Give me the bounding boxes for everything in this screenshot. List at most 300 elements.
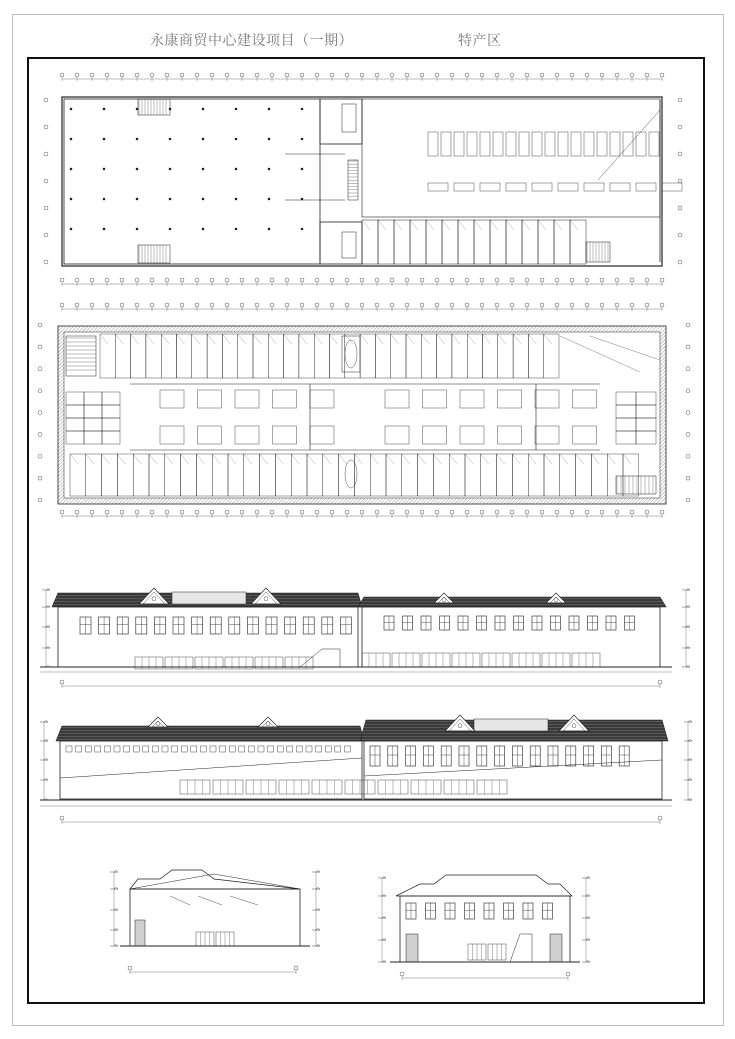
grid-bubble bbox=[585, 278, 589, 282]
clerestory-window bbox=[76, 746, 82, 752]
line bbox=[230, 896, 258, 905]
grid-bubble bbox=[510, 278, 514, 282]
grid-bubble bbox=[686, 323, 690, 327]
clerestory-window bbox=[66, 746, 72, 752]
shop-unit bbox=[410, 220, 426, 264]
grid-bubble bbox=[658, 680, 662, 684]
grid-bubble bbox=[345, 303, 349, 307]
grid-bubble bbox=[400, 972, 404, 976]
rear-elevation bbox=[40, 715, 692, 824]
level-mark bbox=[316, 928, 320, 930]
grid-bubble bbox=[90, 73, 94, 77]
grid-bubble bbox=[678, 260, 682, 264]
roof-ornament bbox=[172, 592, 246, 604]
level-mark bbox=[586, 916, 590, 918]
grid-bubble bbox=[525, 303, 529, 307]
grid-bubble bbox=[180, 303, 184, 307]
grid-bubble bbox=[450, 278, 454, 282]
grid-bubble bbox=[270, 303, 274, 307]
grid-bubble bbox=[495, 73, 499, 77]
car bbox=[428, 183, 448, 191]
grid-bubble bbox=[315, 73, 319, 77]
grid-bubble bbox=[540, 510, 544, 514]
grid-bubble bbox=[135, 510, 139, 514]
line bbox=[394, 220, 402, 230]
level-mark bbox=[114, 928, 118, 930]
clerestory-window bbox=[239, 746, 245, 752]
grid-bubble bbox=[555, 510, 559, 514]
grid-bubble bbox=[165, 278, 169, 282]
column bbox=[103, 168, 105, 170]
facade-right bbox=[364, 741, 662, 799]
grid-bubble bbox=[38, 476, 42, 480]
clerestory-window bbox=[229, 746, 235, 752]
clerestory-window bbox=[325, 746, 331, 752]
grid-bubble bbox=[525, 278, 529, 282]
zone-label: 特产区 bbox=[457, 33, 502, 49]
parking-bay bbox=[610, 132, 620, 156]
level-mark bbox=[688, 758, 692, 760]
level-mark bbox=[114, 887, 118, 889]
grid-bubble bbox=[600, 278, 604, 282]
front-elevation bbox=[40, 588, 690, 688]
shop-unit bbox=[490, 220, 506, 264]
grid-bubble bbox=[105, 303, 109, 307]
column bbox=[136, 198, 138, 200]
grid-bubble bbox=[480, 278, 484, 282]
parking-bay bbox=[480, 132, 490, 156]
grid-bubble bbox=[525, 73, 529, 77]
parking-bay bbox=[493, 132, 503, 156]
grid-bubble bbox=[420, 278, 424, 282]
grid-bubble bbox=[360, 73, 364, 77]
grid-bubble bbox=[60, 510, 64, 514]
column bbox=[202, 138, 204, 140]
floor-area bbox=[64, 332, 660, 498]
column bbox=[202, 108, 204, 110]
grid-bubble bbox=[44, 179, 48, 183]
grid-bubble bbox=[44, 206, 48, 210]
grid-bubble bbox=[165, 303, 169, 307]
grid-bubble bbox=[570, 303, 574, 307]
grid-bubble bbox=[195, 73, 199, 77]
column bbox=[70, 138, 72, 140]
column bbox=[136, 108, 138, 110]
grid-bubble bbox=[225, 73, 229, 77]
grid-bubble bbox=[450, 73, 454, 77]
grid-bubble bbox=[375, 73, 379, 77]
grid-bubble bbox=[360, 303, 364, 307]
grid-bubble bbox=[465, 510, 469, 514]
line bbox=[554, 220, 562, 230]
grid-bubble bbox=[510, 303, 514, 307]
line bbox=[522, 220, 530, 230]
column bbox=[70, 168, 72, 170]
grid-bubble bbox=[38, 389, 42, 393]
line bbox=[506, 220, 514, 230]
grid-bubble bbox=[180, 278, 184, 282]
column bbox=[268, 108, 270, 110]
shop-unit bbox=[426, 220, 442, 264]
parking-bay bbox=[571, 132, 581, 156]
entrance-ramp bbox=[510, 934, 532, 962]
shop-unit bbox=[474, 220, 490, 264]
parking-bay bbox=[649, 132, 659, 156]
car bbox=[662, 183, 682, 191]
grid-bubble bbox=[555, 73, 559, 77]
column bbox=[70, 198, 72, 200]
grid-bubble bbox=[180, 510, 184, 514]
parking-bay bbox=[506, 132, 516, 156]
level-mark bbox=[44, 758, 48, 760]
car bbox=[558, 183, 578, 191]
shop-unit bbox=[506, 220, 522, 264]
grid-bubble bbox=[495, 510, 499, 514]
grid-bubble bbox=[390, 303, 394, 307]
grid-bubble bbox=[390, 278, 394, 282]
column bbox=[301, 168, 303, 170]
grid-bubble bbox=[645, 278, 649, 282]
column bbox=[169, 198, 171, 200]
level-mark bbox=[586, 938, 590, 940]
escalator bbox=[348, 160, 358, 200]
grid-bubble bbox=[645, 303, 649, 307]
car bbox=[584, 183, 604, 191]
grid-bubble bbox=[150, 73, 154, 77]
grid-bubble bbox=[495, 278, 499, 282]
grid-bubble bbox=[105, 278, 109, 282]
grid-bubble bbox=[510, 510, 514, 514]
shop-unit bbox=[394, 220, 410, 264]
clerestory-window bbox=[191, 746, 197, 752]
grid-bubble bbox=[60, 680, 64, 684]
clerestory-window bbox=[133, 746, 139, 752]
grid-bubble bbox=[44, 98, 48, 102]
grid-bubble bbox=[44, 233, 48, 237]
grid-bubble bbox=[120, 73, 124, 77]
left-side-elevation bbox=[110, 870, 320, 974]
grid-bubble bbox=[405, 278, 409, 282]
grid-bubble bbox=[375, 510, 379, 514]
line bbox=[598, 110, 660, 180]
column bbox=[235, 138, 237, 140]
clerestory-window bbox=[181, 746, 187, 752]
project-title: 永康商贸中心建设项目（一期） bbox=[150, 33, 353, 49]
grid-bubble bbox=[658, 816, 662, 820]
grid-bubble bbox=[678, 179, 682, 183]
grid-bubble bbox=[255, 510, 259, 514]
column bbox=[301, 228, 303, 230]
grid-bubble bbox=[615, 510, 619, 514]
level-mark bbox=[46, 646, 50, 648]
level-mark bbox=[586, 894, 590, 896]
grid-bubble bbox=[525, 510, 529, 514]
grid-bubble bbox=[686, 367, 690, 371]
grid-bubble bbox=[686, 389, 690, 393]
side-facade bbox=[130, 889, 300, 946]
stair bbox=[586, 242, 610, 262]
level-mark bbox=[686, 588, 690, 590]
column bbox=[301, 138, 303, 140]
clerestory-window bbox=[316, 746, 322, 752]
grid-bubble bbox=[44, 125, 48, 129]
level-mark bbox=[46, 588, 50, 590]
clerestory-window bbox=[162, 746, 168, 752]
line bbox=[364, 760, 662, 776]
grid-bubble bbox=[435, 303, 439, 307]
grid-bubble bbox=[90, 303, 94, 307]
column bbox=[268, 228, 270, 230]
grid-bubble bbox=[615, 73, 619, 77]
grid-bubble bbox=[555, 278, 559, 282]
shop-unit bbox=[378, 220, 394, 264]
level-mark bbox=[44, 720, 48, 722]
grid-bubble bbox=[660, 303, 664, 307]
grid-bubble bbox=[510, 73, 514, 77]
grid-bubble bbox=[210, 278, 214, 282]
column bbox=[202, 228, 204, 230]
grid-bubble bbox=[345, 73, 349, 77]
grid-bubble bbox=[390, 510, 394, 514]
clerestory-window bbox=[220, 746, 226, 752]
parking-bay bbox=[584, 132, 594, 156]
second-floor-plan bbox=[38, 303, 690, 518]
level-mark bbox=[46, 605, 50, 607]
column bbox=[136, 168, 138, 170]
grid-bubble bbox=[240, 278, 244, 282]
line bbox=[426, 220, 434, 230]
column bbox=[268, 138, 270, 140]
grid-bubble bbox=[630, 510, 634, 514]
grid-bubble bbox=[315, 510, 319, 514]
grid-bubble bbox=[195, 510, 199, 514]
level-mark bbox=[46, 625, 50, 627]
parking-area bbox=[362, 99, 660, 217]
grid-bubble bbox=[38, 345, 42, 349]
column bbox=[136, 138, 138, 140]
grid-bubble bbox=[44, 152, 48, 156]
column bbox=[70, 108, 72, 110]
parking-bay bbox=[467, 132, 477, 156]
grid-bubble bbox=[285, 510, 289, 514]
grid-bubble bbox=[255, 73, 259, 77]
stair-well bbox=[342, 232, 356, 258]
car bbox=[454, 183, 474, 191]
level-mark bbox=[586, 876, 590, 878]
line bbox=[362, 220, 370, 230]
clerestory-window bbox=[152, 746, 158, 752]
stair-tower bbox=[320, 222, 362, 264]
grid-bubble bbox=[480, 510, 484, 514]
grid-bubble bbox=[630, 303, 634, 307]
grid-bubble bbox=[210, 303, 214, 307]
level-mark bbox=[382, 938, 386, 940]
grid-bubble bbox=[375, 278, 379, 282]
grid-bubble bbox=[645, 510, 649, 514]
grid-bubble bbox=[195, 303, 199, 307]
column bbox=[268, 198, 270, 200]
grid-bubble bbox=[285, 278, 289, 282]
level-mark bbox=[686, 646, 690, 648]
grid-bubble bbox=[570, 278, 574, 282]
grid-bubble bbox=[285, 303, 289, 307]
clerestory-window bbox=[335, 746, 341, 752]
grid-bubble bbox=[600, 303, 604, 307]
clerestory-window bbox=[306, 746, 312, 752]
level-mark bbox=[114, 908, 118, 910]
stair-tower bbox=[320, 99, 362, 144]
level-mark bbox=[316, 870, 320, 872]
grid-bubble bbox=[686, 454, 690, 458]
grid-bubble bbox=[300, 278, 304, 282]
grid-bubble bbox=[600, 73, 604, 77]
grid-bubble bbox=[195, 278, 199, 282]
grid-bubble bbox=[60, 73, 64, 77]
grid-bubble bbox=[294, 966, 298, 970]
grid-bubble bbox=[480, 73, 484, 77]
grid-bubble bbox=[566, 972, 570, 976]
parking-bay bbox=[519, 132, 529, 156]
grid-bubble bbox=[330, 278, 334, 282]
grid-bubble bbox=[120, 510, 124, 514]
right-side-elevation bbox=[378, 875, 590, 980]
grid-bubble bbox=[315, 278, 319, 282]
grid-bubble bbox=[44, 260, 48, 264]
column bbox=[235, 168, 237, 170]
grid-bubble bbox=[255, 278, 259, 282]
level-mark bbox=[382, 916, 386, 918]
grid-bubble bbox=[660, 510, 664, 514]
parking-bay bbox=[623, 132, 633, 156]
grid-bubble bbox=[540, 278, 544, 282]
clerestory-window bbox=[287, 746, 293, 752]
shop-unit bbox=[538, 220, 554, 264]
grid-bubble bbox=[630, 73, 634, 77]
level-mark bbox=[114, 944, 118, 946]
parking-bay bbox=[545, 132, 555, 156]
line bbox=[538, 220, 546, 230]
column bbox=[169, 168, 171, 170]
clerestory-window bbox=[268, 746, 274, 752]
grid-bubble bbox=[360, 510, 364, 514]
clerestory-window bbox=[210, 746, 216, 752]
grid-bubble bbox=[120, 303, 124, 307]
grid-bubble bbox=[600, 510, 604, 514]
car bbox=[506, 183, 526, 191]
clerestory-window bbox=[124, 746, 130, 752]
grid-bubble bbox=[75, 278, 79, 282]
grid-bubble bbox=[240, 73, 244, 77]
grid-bubble bbox=[150, 303, 154, 307]
column bbox=[169, 138, 171, 140]
grid-bubble bbox=[255, 303, 259, 307]
grid-bubble bbox=[300, 510, 304, 514]
level-mark bbox=[686, 665, 690, 667]
grid-bubble bbox=[128, 966, 132, 970]
line bbox=[570, 220, 578, 230]
grid-bubble bbox=[615, 303, 619, 307]
grid-bubble bbox=[135, 303, 139, 307]
grid-bubble bbox=[210, 73, 214, 77]
grid-bubble bbox=[686, 432, 690, 436]
grid-bubble bbox=[660, 278, 664, 282]
grid-bubble bbox=[135, 278, 139, 282]
shop-unit bbox=[554, 220, 570, 264]
grid-bubble bbox=[645, 73, 649, 77]
clerestory-window bbox=[172, 746, 178, 752]
grid-bubble bbox=[240, 510, 244, 514]
clerestory-window bbox=[85, 746, 91, 752]
grid-bubble bbox=[120, 278, 124, 282]
grid-bubble bbox=[615, 278, 619, 282]
column bbox=[70, 228, 72, 230]
level-mark bbox=[382, 960, 386, 962]
grid-bubble bbox=[90, 510, 94, 514]
level-mark bbox=[114, 870, 118, 872]
grid-bubble bbox=[38, 411, 42, 415]
car bbox=[480, 183, 500, 191]
grid-bubble bbox=[678, 98, 682, 102]
grid-bubble bbox=[570, 73, 574, 77]
grid-bubble bbox=[270, 73, 274, 77]
grid-bubble bbox=[540, 73, 544, 77]
grid-bubble bbox=[660, 73, 664, 77]
column bbox=[235, 108, 237, 110]
clerestory-window bbox=[296, 746, 302, 752]
grid-bubble bbox=[105, 510, 109, 514]
level-mark bbox=[686, 625, 690, 627]
line bbox=[442, 220, 450, 230]
grid-bubble bbox=[75, 73, 79, 77]
grid-bubble bbox=[678, 233, 682, 237]
grid-bubble bbox=[150, 278, 154, 282]
grid-bubble bbox=[420, 73, 424, 77]
parking-bay bbox=[597, 132, 607, 156]
level-mark bbox=[686, 605, 690, 607]
grid-bubble bbox=[450, 510, 454, 514]
line bbox=[474, 220, 482, 230]
level-mark bbox=[586, 960, 590, 962]
column bbox=[103, 228, 105, 230]
grid-bubble bbox=[450, 303, 454, 307]
roof-ornament bbox=[474, 719, 548, 731]
clerestory-window bbox=[95, 746, 101, 752]
grid-bubble bbox=[686, 476, 690, 480]
grid-bubble bbox=[495, 303, 499, 307]
grid-bubble bbox=[38, 367, 42, 371]
shop-unit bbox=[362, 220, 378, 264]
grid-bubble bbox=[300, 73, 304, 77]
parking-bay bbox=[532, 132, 542, 156]
roof-outline bbox=[130, 870, 300, 889]
car bbox=[636, 183, 656, 191]
level-mark bbox=[316, 944, 320, 946]
parking-bay bbox=[454, 132, 464, 156]
car bbox=[610, 183, 630, 191]
grid-bubble bbox=[285, 73, 289, 77]
grid-bubble bbox=[435, 510, 439, 514]
grid-bubble bbox=[60, 278, 64, 282]
grid-bubble bbox=[90, 278, 94, 282]
line bbox=[198, 896, 222, 905]
first-floor-plan bbox=[44, 73, 682, 286]
grid-bubble bbox=[240, 303, 244, 307]
grid-bubble bbox=[465, 73, 469, 77]
grid-bubble bbox=[180, 73, 184, 77]
grid-bubble bbox=[38, 432, 42, 436]
grid-bubble bbox=[540, 303, 544, 307]
clerestory-window bbox=[114, 746, 120, 752]
